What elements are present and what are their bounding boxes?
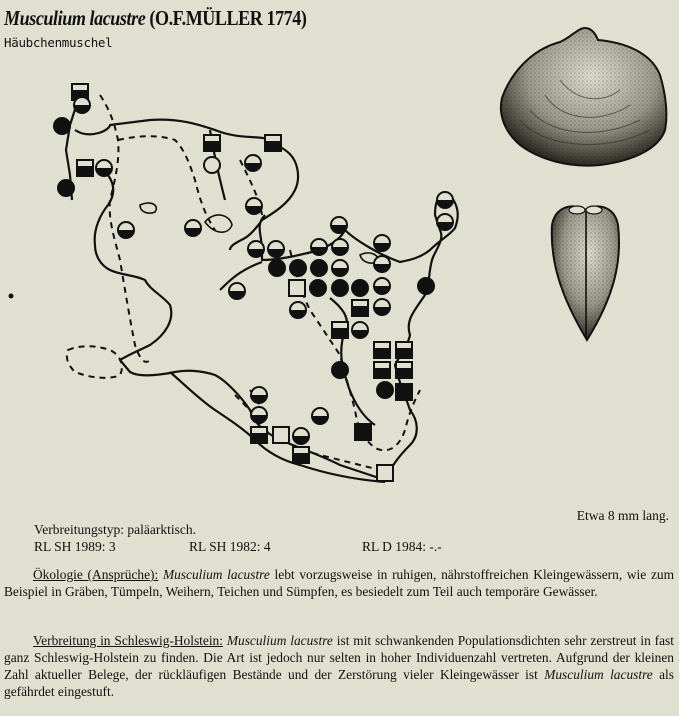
- circle-marker: [332, 280, 348, 296]
- square-marker: [396, 362, 412, 378]
- circle-marker: [374, 235, 390, 251]
- circle-marker: [418, 278, 434, 294]
- ecology-text: lebt vorzugsweise in ruhigen, nährstoffreichen Kleingewässern, wie zum Beispiel in Gräben, Tümpeln, Weihern, Teichen und Sümpfen, es besiedelt zum Teil auch temporäre Gewässer.: [4, 567, 674, 599]
- circle-marker: [251, 387, 267, 403]
- species-name-inline: Musculium lacustre: [162, 567, 270, 582]
- circle-marker: [58, 180, 74, 196]
- circle-marker: [377, 382, 393, 398]
- square-marker: [374, 362, 390, 378]
- square-marker: [204, 135, 220, 151]
- circle-marker: [96, 160, 112, 176]
- distribution-heading: Verbreitung in Schleswig-Holstein:: [33, 633, 223, 648]
- circle-marker: [290, 260, 306, 276]
- circle-marker: [352, 322, 368, 338]
- circle-marker: [54, 118, 70, 134]
- lake-2: [140, 203, 156, 213]
- distribution-text: ist mit schwankenden Populationsdichten sehr zerstreut in fast ganz Schleswig-Holstein zu finden. Die Art ist jedoch nur selten in hoher Individuenzahl vertreten. Aufgrund der kleinen Zahl aktueller Belege, der rückläufigen Bestände und der Zerstörung vieler Kleingewässer ist: [4, 633, 674, 682]
- circle-marker: [352, 280, 368, 296]
- circle-marker: [311, 260, 327, 276]
- square-marker: [396, 342, 412, 358]
- circle-marker: [332, 260, 348, 276]
- circle-marker: [204, 157, 220, 173]
- ecology-paragraph: [4, 566, 674, 600]
- square-marker: [77, 160, 93, 176]
- species-name-inline: Musculium lacustre: [226, 633, 333, 648]
- circle-marker: [185, 220, 201, 236]
- species-authority: (O.F.MÜLLER 1774): [149, 6, 307, 30]
- square-marker: [293, 447, 309, 463]
- circle-marker: [311, 239, 327, 255]
- shell-illustrations: [490, 20, 679, 360]
- red-list-value: 4: [263, 539, 271, 554]
- circle-marker: [312, 408, 328, 424]
- red-list-label: RL SH 1989:: [34, 539, 106, 554]
- square-marker: [289, 280, 305, 296]
- red-list-sh-1989: [34, 538, 189, 555]
- shell-front-view: [552, 206, 619, 340]
- species-name-inline: Musculium lacustre: [544, 667, 653, 682]
- square-marker: [374, 342, 390, 358]
- square-marker: [273, 427, 289, 443]
- distribution-paragraph: [4, 632, 674, 700]
- page-title: [4, 6, 306, 31]
- border-dashed-3: [67, 346, 122, 378]
- circle-marker: [293, 428, 309, 444]
- red-list-value: -.-: [429, 539, 442, 554]
- size-note: Etwa 8 mm lang.: [576, 508, 669, 523]
- ecology-heading: Ökologie (Ansprüche):: [33, 567, 159, 582]
- lake-1: [205, 215, 232, 232]
- circle-marker: [374, 278, 390, 294]
- shell-side-view: [501, 28, 666, 166]
- red-list-row: [34, 538, 442, 555]
- circle-marker: [437, 214, 453, 230]
- red-list-value: 3: [108, 539, 116, 554]
- circle-marker: [245, 155, 261, 171]
- occurrence-markers: [54, 84, 453, 481]
- red-list-label: RL D 1984:: [362, 539, 426, 554]
- circle-marker: [437, 192, 453, 208]
- circle-marker: [374, 299, 390, 315]
- circle-marker: [118, 222, 134, 238]
- circle-marker: [374, 256, 390, 272]
- circle-marker: [310, 280, 326, 296]
- square-marker: [332, 322, 348, 338]
- circle-marker: [74, 97, 90, 113]
- circle-marker: [269, 260, 285, 276]
- common-name: Häubchenmuschel: [4, 35, 113, 50]
- distribution-type-label: Verbreitungstyp:: [34, 522, 124, 537]
- species-name: Musculium lacustre: [4, 6, 146, 30]
- square-marker: [355, 424, 371, 440]
- circle-marker: [332, 239, 348, 255]
- red-list-sh-1982: [189, 538, 362, 555]
- circle-marker: [290, 302, 306, 318]
- circle-marker: [229, 283, 245, 299]
- distribution-text-end: als gefährdet eingestuft.: [4, 667, 674, 699]
- circle-marker: [251, 407, 267, 423]
- circle-marker: [331, 217, 347, 233]
- island-dot: [9, 294, 14, 299]
- square-marker: [377, 465, 393, 481]
- circle-marker: [246, 198, 262, 214]
- red-list-label: RL SH 1982:: [189, 539, 261, 554]
- circle-marker: [248, 241, 264, 257]
- square-marker: [352, 300, 368, 316]
- square-marker: [396, 384, 412, 400]
- distribution-info: [34, 521, 442, 555]
- distribution-map: [0, 60, 480, 500]
- circle-marker: [332, 362, 348, 378]
- distribution-type-value: paläarktisch.: [127, 522, 196, 537]
- red-list-d-1984: [362, 538, 442, 555]
- distribution-type: [34, 521, 442, 538]
- square-marker: [251, 427, 267, 443]
- circle-marker: [268, 241, 284, 257]
- square-marker: [265, 135, 281, 151]
